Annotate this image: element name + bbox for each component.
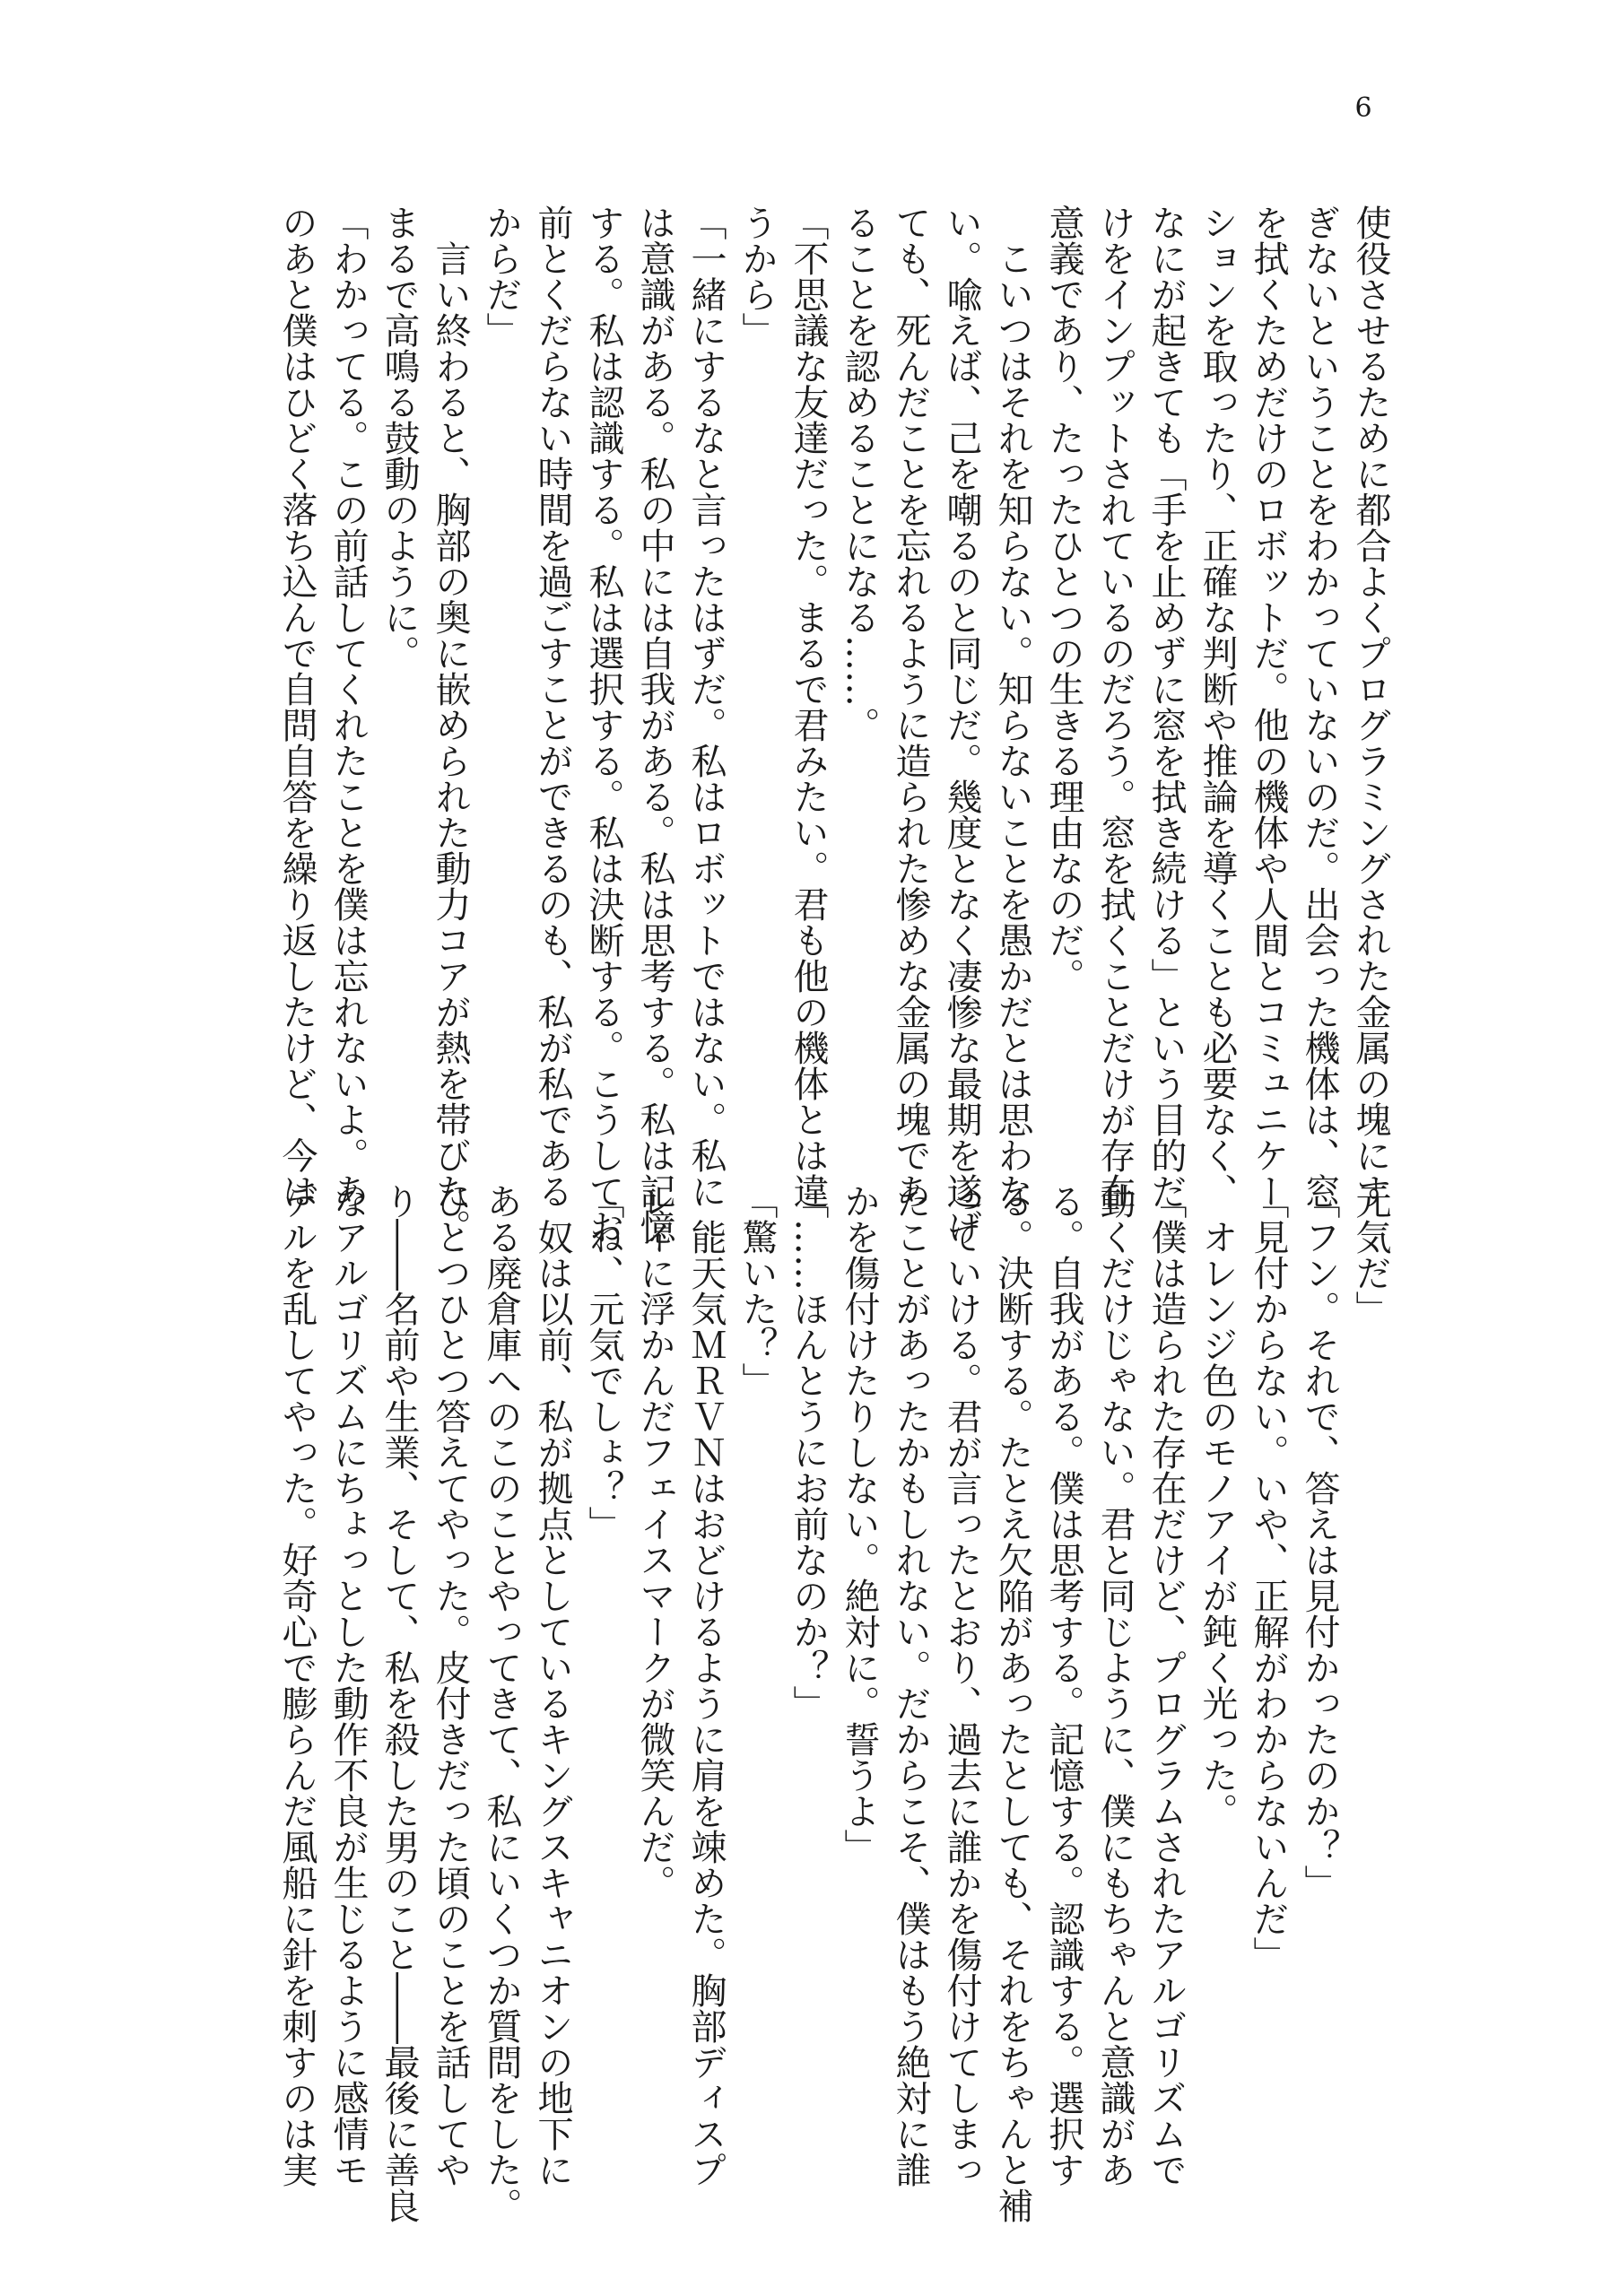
text-line: 「ね、元気でしょ？」 bbox=[583, 1183, 624, 1542]
text-line: る。決断する。たとえ欠陥があったとしても、それをちゃんと補 bbox=[992, 1183, 1033, 2223]
text-line: のあと僕はひどく落ち込んで自問自答を繰り返したけど、今は bbox=[276, 204, 318, 1209]
text-line: り――名前や生業、そして、私を殺した男のこと――最後に善良 bbox=[379, 1183, 420, 2223]
text-line: ある廃倉庫へのこのことやってきて、私にいくつか質問をした。 bbox=[481, 1183, 522, 2223]
text-line: たことがあったかもしれない。だからこそ、僕はもう絶対に誰 bbox=[890, 1183, 931, 2187]
text-line: 使役させるために都合よくプログラミングされた金属の塊にす bbox=[1350, 204, 1391, 1209]
text-line: 「フン。それで、答えは見付かったのか？」 bbox=[1299, 1183, 1340, 1900]
text-line: けをインプットされているのだろう。窓を拭くことだけが存在 bbox=[1094, 204, 1136, 1209]
text-line: レイに浮かんだフェイスマークが微笑んだ。 bbox=[634, 1183, 675, 1900]
text-line: こいつはそれを知らない。知らないことを愚かだとは思わな bbox=[992, 204, 1033, 1209]
text-line: 「見付からない。いや、正解がわからないんだ」 bbox=[1248, 1183, 1289, 1972]
text-line: 動くだけじゃない。君と同じように、僕にもちゃんと意識があ bbox=[1094, 1183, 1136, 2187]
text-line: なにが起きても「手を止めずに窓を拭き続ける」という目的だ bbox=[1145, 204, 1187, 1209]
text-line: 「……ほんとうにお前なのか？」 bbox=[788, 1183, 829, 1721]
text-line: 「一緒にするなと言ったはずだ。私はロボットではない。私に bbox=[685, 204, 727, 1209]
text-line: ションを取ったり、正確な判断や推論を導くことも必要なく、 bbox=[1197, 204, 1238, 1209]
text-line: る。自我がある。僕は思考する。記憶する。認識する。選択す bbox=[1043, 1183, 1084, 2187]
text-line: 「不思議な友達だった。まるで君みたい。君も他の機体とは違 bbox=[788, 204, 829, 1209]
text-line: ることを認めることになる……。 bbox=[839, 204, 880, 743]
text-line: ぎないということをわかっていないのだ。出会った機体は、窓 bbox=[1299, 204, 1340, 1209]
text-line: ひとつひとつ答えてやった。皮付きだった頃のことを話してや bbox=[430, 1183, 471, 2187]
text-line: うから」 bbox=[736, 204, 778, 348]
text-line: する。私は認識する。私は選択する。私は決断する。こうしてお bbox=[583, 204, 624, 1245]
page-number: 6 bbox=[1354, 92, 1372, 124]
text-line: 言い終わると、胸部の奥に嵌められた動力コアが熱を帯びた。 bbox=[430, 204, 471, 1245]
text-line: まるで高鳴る鼓動のように。 bbox=[379, 204, 420, 671]
text-line: デルを乱してやった。好奇心で膨らんだ風船に針を刺すのは実 bbox=[276, 1183, 318, 2187]
text-line: 「僕は造られた存在だけど、プログラムされたアルゴリズムで bbox=[1145, 1183, 1187, 2187]
text-line: 奴は以前、私が拠点としているキングスキャニオンの地下に bbox=[532, 1183, 573, 2187]
text-line: 意義であり、たったひとつの生きる理由なのだ。 bbox=[1043, 204, 1084, 994]
text-line: オレンジ色のモノアイが鈍く光った。 bbox=[1197, 1183, 1238, 1829]
text-line: からだ」 bbox=[481, 204, 522, 348]
text-line: 能天気ＭＲＶＮはおどけるように肩を竦めた。胸部ディスプ bbox=[685, 1183, 727, 2187]
text-line: は意識がある。私の中には自我がある。私は思考する。私は記憶 bbox=[634, 204, 675, 1245]
text-line: 「驚いた？」 bbox=[736, 1183, 778, 1398]
text-line: ても、死んだことを忘れるように造られた惨めな金属の塊であ bbox=[890, 204, 931, 1209]
text-line: 前とくだらない時間を過ごすことができるのも、私が私である bbox=[532, 204, 573, 1209]
text-line: い。喩えば、己を嘲るのと同じだ。幾度となく凄惨な最期を遂げ bbox=[941, 204, 982, 1245]
text-line: なアルゴリズムにちょっとした動作不良が生じるように感情モ bbox=[327, 1183, 369, 2187]
text-line: 元気だ」 bbox=[1350, 1183, 1391, 1326]
text-line: っていける。君が言ったとおり、過去に誰かを傷付けてしまっ bbox=[941, 1183, 982, 2187]
text-line: 「わかってる。この前話してくれたことを僕は忘れないよ。あ bbox=[327, 204, 369, 1209]
upper-text-block bbox=[276, 204, 1396, 1245]
lower-text-block bbox=[260, 1183, 1396, 2223]
text-line: を拭くためだけのロボットだ。他の機体や人間とコミュニケー bbox=[1248, 204, 1289, 1209]
text-line: かを傷付けたりしない。絶対に。誓うよ」 bbox=[839, 1183, 880, 1865]
